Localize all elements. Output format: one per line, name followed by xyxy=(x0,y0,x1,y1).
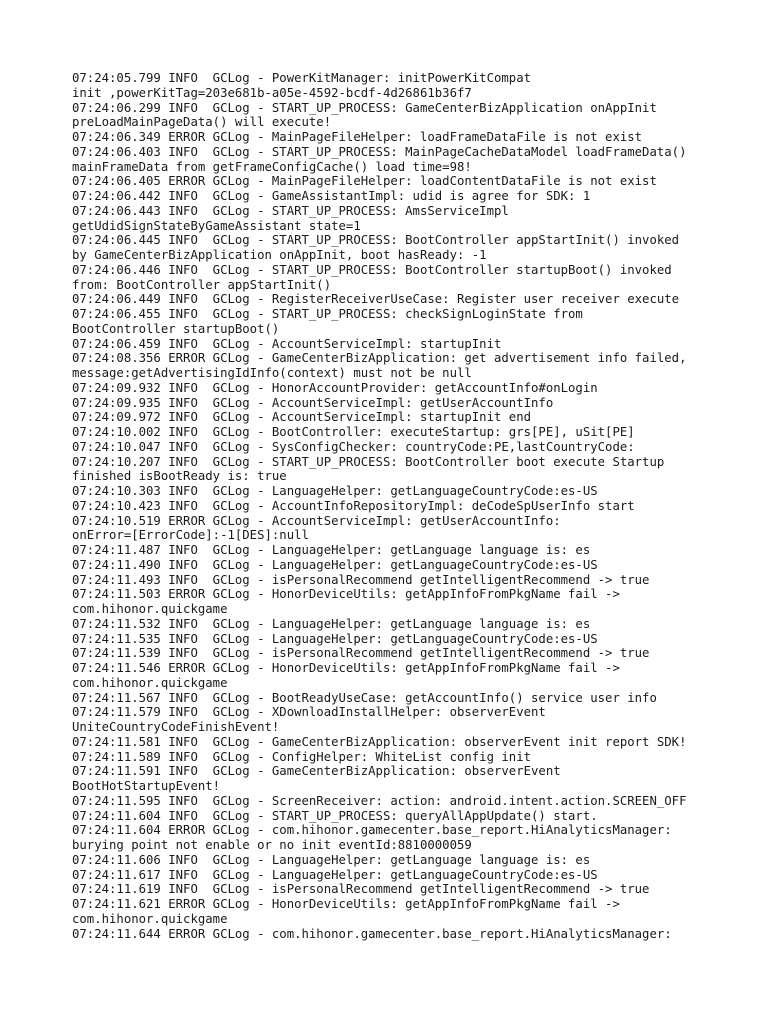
log-line: message:getAdvertisingIdInfo(context) must not be null xyxy=(72,366,472,380)
log-line: 07:24:10.002 INFO GCLog - BootController: executeStartup: grs[PE], uSit[PE] xyxy=(72,425,635,439)
log-line: 07:24:11.546 ERROR GCLog - HonorDeviceUtils: getAppInfoFromPkgName fail -> xyxy=(72,661,620,675)
log-line: 07:24:11.503 ERROR GCLog - HonorDeviceUtils: getAppInfoFromPkgName fail -> xyxy=(72,587,620,602)
log-line: 07:24:11.619 INFO GCLog - isPersonalRecommend getIntelligentRecommend -> true xyxy=(72,882,650,897)
log-line: from: BootController appStartInit() xyxy=(72,277,332,292)
log-line: 07:24:06.403 INFO GCLog - START_UP_PROCESS: MainPageCacheDataModel loadFrameData() xyxy=(72,144,687,159)
log-line: init ,powerKitTag=203e681b-a05e-4592-bcdf-4d26861b36f7 xyxy=(72,85,472,100)
log-line: 07:24:11.493 INFO GCLog - isPersonalRecommend getIntelligentRecommend -> true xyxy=(72,572,650,587)
log-line: getUdidSignStateByGameAssistant state=1 xyxy=(72,218,361,233)
log-line: 07:24:06.443 INFO GCLog - START_UP_PROCESS: AmsServiceImpl xyxy=(72,203,509,218)
log-line: 07:24:11.535 INFO GCLog - LanguageHelper: getLanguageCountryCode:es-US xyxy=(72,631,598,646)
log-line: 07:24:06.446 INFO GCLog - START_UP_PROCESS: BootController startupBoot() invoked xyxy=(72,262,672,277)
log-line: UniteCountryCodeFinishEvent! xyxy=(72,720,280,734)
log-line: com.hihonor.quickgame xyxy=(72,911,228,926)
log-line: 07:24:10.047 INFO GCLog - SysConfigChecker: countryCode:PE,lastCountryCode: xyxy=(72,439,635,454)
log-line: mainFrameData from getFrameConfigCache() load time=98! xyxy=(72,159,472,174)
log-line: 07:24:11.532 INFO GCLog - LanguageHelper: getLanguage language is: es xyxy=(72,616,591,631)
log-line: preLoadMainPageData() will execute! xyxy=(72,115,332,130)
log-line: 07:24:11.604 ERROR GCLog - com.hihonor.gamecenter.base_report.HiAnalyticsManager: xyxy=(72,823,672,838)
log-line: 07:24:11.644 ERROR GCLog - com.hihonor.gamecenter.base_report.HiAnalyticsManager: xyxy=(72,926,672,941)
log-line: 07:24:09.935 INFO GCLog - AccountServiceImpl: getUserAccountInfo xyxy=(72,395,554,410)
log-line: 07:24:10.207 INFO GCLog - START_UP_PROCESS: BootController boot execute Startup xyxy=(72,454,665,469)
log-line: 07:24:06.455 INFO GCLog - START_UP_PROCESS: checkSignLoginState from xyxy=(72,307,583,321)
log-line: 07:24:11.591 INFO GCLog - GameCenterBizApplication: observerEvent xyxy=(72,764,561,779)
log-document xyxy=(72,71,712,941)
log-line: 07:24:06.445 INFO GCLog - START_UP_PROCESS: BootController appStartInit() invoked xyxy=(72,233,680,248)
log-line: burying point not enable or no init eventId:8810000059 xyxy=(72,838,472,852)
log-line: 07:24:10.303 INFO GCLog - LanguageHelper: getLanguageCountryCode:es-US xyxy=(72,484,598,498)
log-line: 07:24:06.459 INFO GCLog - AccountServiceImpl: startupInit xyxy=(72,336,502,351)
log-line: 07:24:11.487 INFO GCLog - LanguageHelper: getLanguage language is: es xyxy=(72,543,591,557)
log-line: 07:24:11.539 INFO GCLog - isPersonalRecommend getIntelligentRecommend -> true xyxy=(72,646,650,661)
log-line: com.hihonor.quickgame xyxy=(72,602,228,616)
log-line: 07:24:09.972 INFO GCLog - AccountServiceImpl: startupInit end xyxy=(72,410,532,425)
log-line: finished isBootReady is: true xyxy=(72,469,287,484)
log-line: 07:24:08.356 ERROR GCLog - GameCenterBizApplication: get advertisement info failed, xyxy=(72,351,687,366)
log-line: BootController startupBoot() xyxy=(72,321,280,336)
log-line: 07:24:10.519 ERROR GCLog - AccountServiceImpl: getUserAccountInfo: xyxy=(72,513,561,528)
log-line: 07:24:11.617 INFO GCLog - LanguageHelper: getLanguageCountryCode:es-US xyxy=(72,867,598,882)
log-line: 07:24:05.799 INFO GCLog - PowerKitManager: initPowerKitCompat xyxy=(72,71,532,85)
log-line: 07:24:10.423 INFO GCLog - AccountInfoRepositoryImpl: deCodeSpUserInfo start xyxy=(72,498,635,513)
log-line: 07:24:06.405 ERROR GCLog - MainPageFileHelper: loadContentDataFile is not exist xyxy=(72,174,657,189)
log-line: 07:24:11.579 INFO GCLog - XDownloadInstallHelper: observerEvent xyxy=(72,705,546,720)
log-line: 07:24:11.606 INFO GCLog - LanguageHelper: getLanguage language is: es xyxy=(72,852,591,867)
log-line: by GameCenterBizApplication onAppInit, boot hasReady: -1 xyxy=(72,248,487,262)
log-line: BootHotStartupEvent! xyxy=(72,779,221,793)
log-line: 07:24:06.299 INFO GCLog - START_UP_PROCESS: GameCenterBizApplication onAppInit xyxy=(72,100,657,115)
log-line: 07:24:11.490 INFO GCLog - LanguageHelper: getLanguageCountryCode:es-US xyxy=(72,557,598,572)
log-line: 07:24:09.932 INFO GCLog - HonorAccountProvider: getAccountInfo#onLogin xyxy=(72,380,598,395)
log-line: 07:24:11.581 INFO GCLog - GameCenterBizApplication: observerEvent init report SDK! xyxy=(72,734,687,749)
log-line: 07:24:06.442 INFO GCLog - GameAssistantImpl: udid is agree for SDK: 1 xyxy=(72,189,591,203)
log-line: 07:24:06.349 ERROR GCLog - MainPageFileHelper: loadFrameDataFile is not exist xyxy=(72,130,643,144)
log-line: onError=[ErrorCode]:-1[DES]:null xyxy=(72,528,309,543)
log-line: 07:24:11.604 INFO GCLog - START_UP_PROCESS: queryAllAppUpdate() start. xyxy=(72,808,598,823)
log-line: 07:24:11.589 INFO GCLog - ConfigHelper: WhiteList config init xyxy=(72,749,532,764)
log-line: 07:24:11.621 ERROR GCLog - HonorDeviceUtils: getAppInfoFromPkgName fail -> xyxy=(72,897,620,911)
log-line: 07:24:11.567 INFO GCLog - BootReadyUseCase: getAccountInfo() service user info xyxy=(72,690,657,705)
log-line: 07:24:11.595 INFO GCLog - ScreenReceiver: action: android.intent.action.SCREEN_OFF xyxy=(72,793,687,808)
log-line: 07:24:06.449 INFO GCLog - RegisterReceiverUseCase: Register user receiver execute xyxy=(72,292,680,307)
log-line: com.hihonor.quickgame xyxy=(72,675,228,690)
